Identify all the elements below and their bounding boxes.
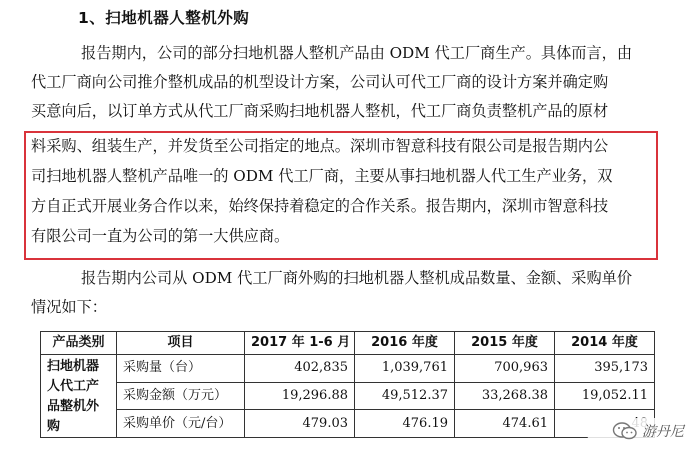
paragraph-line: 料采购、组装生产，并发货至公司指定的地点。深圳市智意科技有限公司是报告期内公 — [31, 137, 609, 155]
table-header: 2017 年 1-6 月 — [245, 332, 355, 355]
category-cell: 扫地机器人代工产品整机外购 — [41, 355, 117, 438]
section-heading: 1、扫地机器人整机外购 — [78, 9, 250, 27]
table-cell: 395,173 — [555, 355, 655, 383]
table-header-row — [41, 332, 655, 355]
watermark-text: 游丹尼 — [642, 424, 684, 440]
table-row — [41, 355, 655, 383]
highlight-box — [24, 131, 658, 260]
table-header: 2015 年度 — [455, 332, 555, 355]
table-cell: 49,512.37 — [355, 382, 455, 410]
paragraph-line: 方自正式开展业务合作以来，始终保持着稳定的合作关系。报告期内，深圳市智意科技 — [31, 197, 609, 215]
purchase-table — [40, 331, 655, 438]
table-row — [41, 410, 655, 438]
table-cell: 1,039,761 — [355, 355, 455, 383]
paragraph-line: 报告期内公司从 ODM 代工厂商外购的扫地机器人整机成品数量、金额、采购单价 — [81, 269, 633, 287]
wechat-icon — [612, 421, 638, 441]
table-cell: 479.03 — [245, 410, 355, 438]
table-header: 2014 年度 — [555, 332, 655, 355]
table-cell: 476.19 — [355, 410, 455, 438]
paragraph-line: 情况如下： — [31, 298, 107, 316]
table-cell: 采购金额（万元） — [117, 382, 245, 410]
table-cell: 474.61 — [455, 410, 555, 438]
table-cell: 700,963 — [455, 355, 555, 383]
table-cell: 33,268.38 — [455, 382, 555, 410]
table-header: 项目 — [117, 332, 245, 355]
table-cell: 采购量（台） — [117, 355, 245, 383]
table-header: 产品类别 — [41, 332, 117, 355]
table-cell: 19,052.11 — [555, 382, 655, 410]
table-cell: 采购单价（元/台） — [117, 410, 245, 438]
table-cell: 402,835 — [245, 355, 355, 383]
watermark — [586, 418, 690, 444]
table-cell: 19,296.88 — [245, 382, 355, 410]
paragraph-line: 代工厂商向公司推介整机成品的机型设计方案，公司认可代工厂商的设计方案并确定购 — [31, 73, 609, 91]
paragraph-line: 有限公司一直为公司的第一大供应商。 — [31, 227, 290, 245]
paragraph-line: 报告期内，公司的部分扫地机器人整机产品由 ODM 代工厂商生产。具体而言，由 — [81, 44, 633, 62]
table-row — [41, 382, 655, 410]
paragraph-line: 买意向后，以订单方式从代工厂商采购扫地机器人整机，代工厂商负责整机产品的原材 — [31, 102, 609, 120]
table-header: 2016 年度 — [355, 332, 455, 355]
paragraph-line: 司扫地机器人整机产品唯一的 ODM 代工厂商，主要从事扫地机器人代工生产业务，双 — [31, 167, 613, 185]
